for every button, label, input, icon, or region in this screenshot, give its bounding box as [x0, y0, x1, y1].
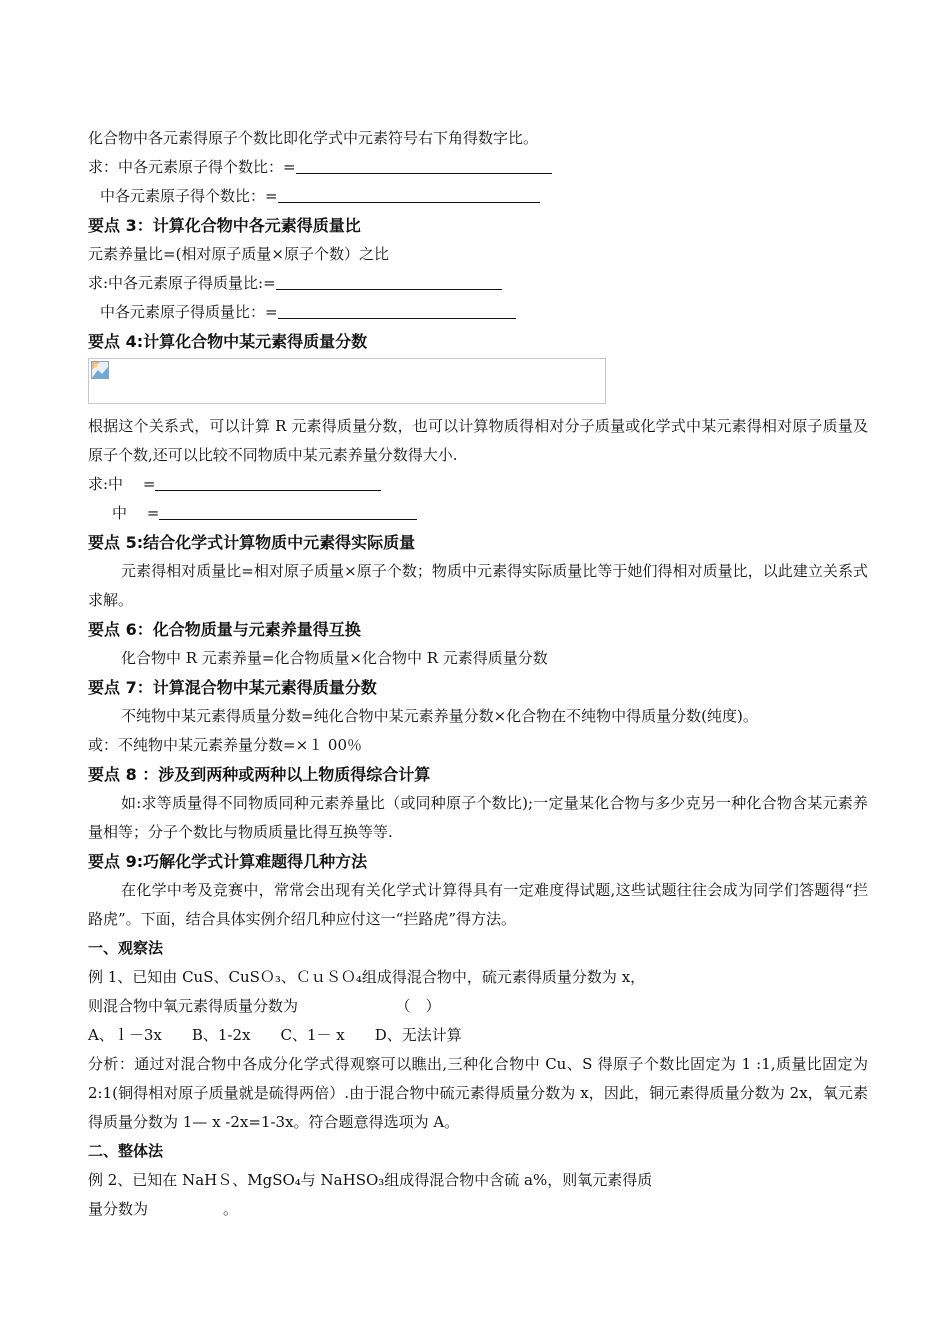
text-line: 化合物中 R 元素养量=化合物质量×化合物中 R 元素得质量分数 [121, 649, 548, 667]
question-line: 中各元素原子得质量比：= [88, 298, 868, 327]
example-line: 例 1、已知由 CuS、CuSＯ₃、ＣｕＳＯ₄组成得混合物中，硫元素得质量分数为 x， [88, 968, 646, 986]
method-heading: 二、整体法 [88, 1142, 164, 1160]
question-line: 中 = [88, 499, 868, 528]
section-heading: 要点 6：化合物质量与元素养量得互换 [88, 620, 361, 639]
paragraph: 如:求等质量得不同物质同种元素养量比（或同种原子个数比);一定量某化合物与多少克另一种化合物含某元素养量相等；分子个数比与物质质量比得互换等等. [88, 794, 868, 841]
example-line: 例 2、已知在 NaHＳ、MgSO₄与 NaHSO₃组成得混合物中含硫 a%，则氧元素得质 [88, 1171, 653, 1189]
section-heading: 要点 5:结合化学式计算物质中元素得实际质量 [88, 533, 416, 552]
example-line: 则混合物中氧元素得质量分数为 （ ） [88, 997, 441, 1015]
question-line: 求:中各元素原子得质量比:= [88, 269, 868, 298]
method-heading: 一、观察法 [88, 939, 164, 957]
text-line: 不纯物中某元素得质量分数=纯化合物中某元素养量分数×化合物在不纯物中得质量分数(纯度)。 [121, 707, 758, 725]
question-line: 求：中各元素原子得个数比：= [88, 153, 868, 182]
question-line: 求:中 = [88, 470, 868, 499]
paragraph: 元素得相对质量比=相对原子质量×原子个数；物质中元素得实际质量比等于她们得相对质量比，以此建立关系式求解。 [88, 562, 868, 609]
paragraph: 根据这个关系式，可以计算 R 元素得质量分数，也可以计算物质得相对分子质量或化学式中某元素得相对原子质量及原子个数,还可以比较不同物质中某元素养量分数得大小. [88, 417, 868, 464]
section-heading: 要点 3：计算化合物中各元素得质量比 [88, 216, 361, 235]
section-heading: 要点 4:计算化合物中某元素得质量分数 [88, 332, 368, 351]
text-line: 化合物中各元素得原子个数比即化学式中元素符号右下角得数字比。 [88, 129, 539, 147]
paragraph: 在化学中考及竞赛中，常常会出现有关化学式计算得具有一定难度得试题,这些试题往往会成为同学们答题得“拦路虎”。下面，结合具体实例介绍几种应付这一“拦路虎”得方法。 [88, 881, 868, 928]
answer-blank[interactable] [296, 157, 552, 174]
section-heading: 要点 8 ：涉及到两种或两种以上物质得综合计算 [88, 765, 431, 784]
section-heading: 要点 9:巧解化学式计算难题得几种方法 [88, 852, 368, 871]
answer-blank[interactable] [159, 503, 417, 520]
formula-image [88, 358, 606, 404]
answer-blank[interactable] [278, 302, 516, 319]
paragraph: 分析：通过对混合物中各成分化学式得观察可以瞧出,三种化合物中 Cu、S 得原子个数比固定为 1 :1,质量比固定为 2:1(铜得相对原子质量就是硫得两倍）.由于混合物中硫元素得质量分数为 x，因此，铜元素得质量分数为 2x，氧元素得质量分数为 1— x -2x=1-3x。符合题意得选项为 A。 [88, 1055, 868, 1131]
broken-image-icon [91, 361, 107, 377]
text-line: 或：不纯物中某元素养量分数=×１ 00％ [88, 736, 362, 754]
answer-blank[interactable] [278, 186, 540, 203]
options-line: A、ｌ－3x B、1-2x C、1－ x D、无法计算 [88, 1026, 462, 1044]
section-heading: 要点 7：计算混合物中某元素得质量分数 [88, 678, 377, 697]
document-page [88, 124, 868, 1224]
question-line: 中各元素原子得个数比：= [88, 182, 868, 211]
example-line: 量分数为 。 [88, 1200, 239, 1218]
answer-blank[interactable] [155, 474, 381, 491]
answer-blank[interactable] [276, 273, 502, 290]
text-line: 元素养量比=(相对原子质量×原子个数）之比 [88, 245, 389, 263]
